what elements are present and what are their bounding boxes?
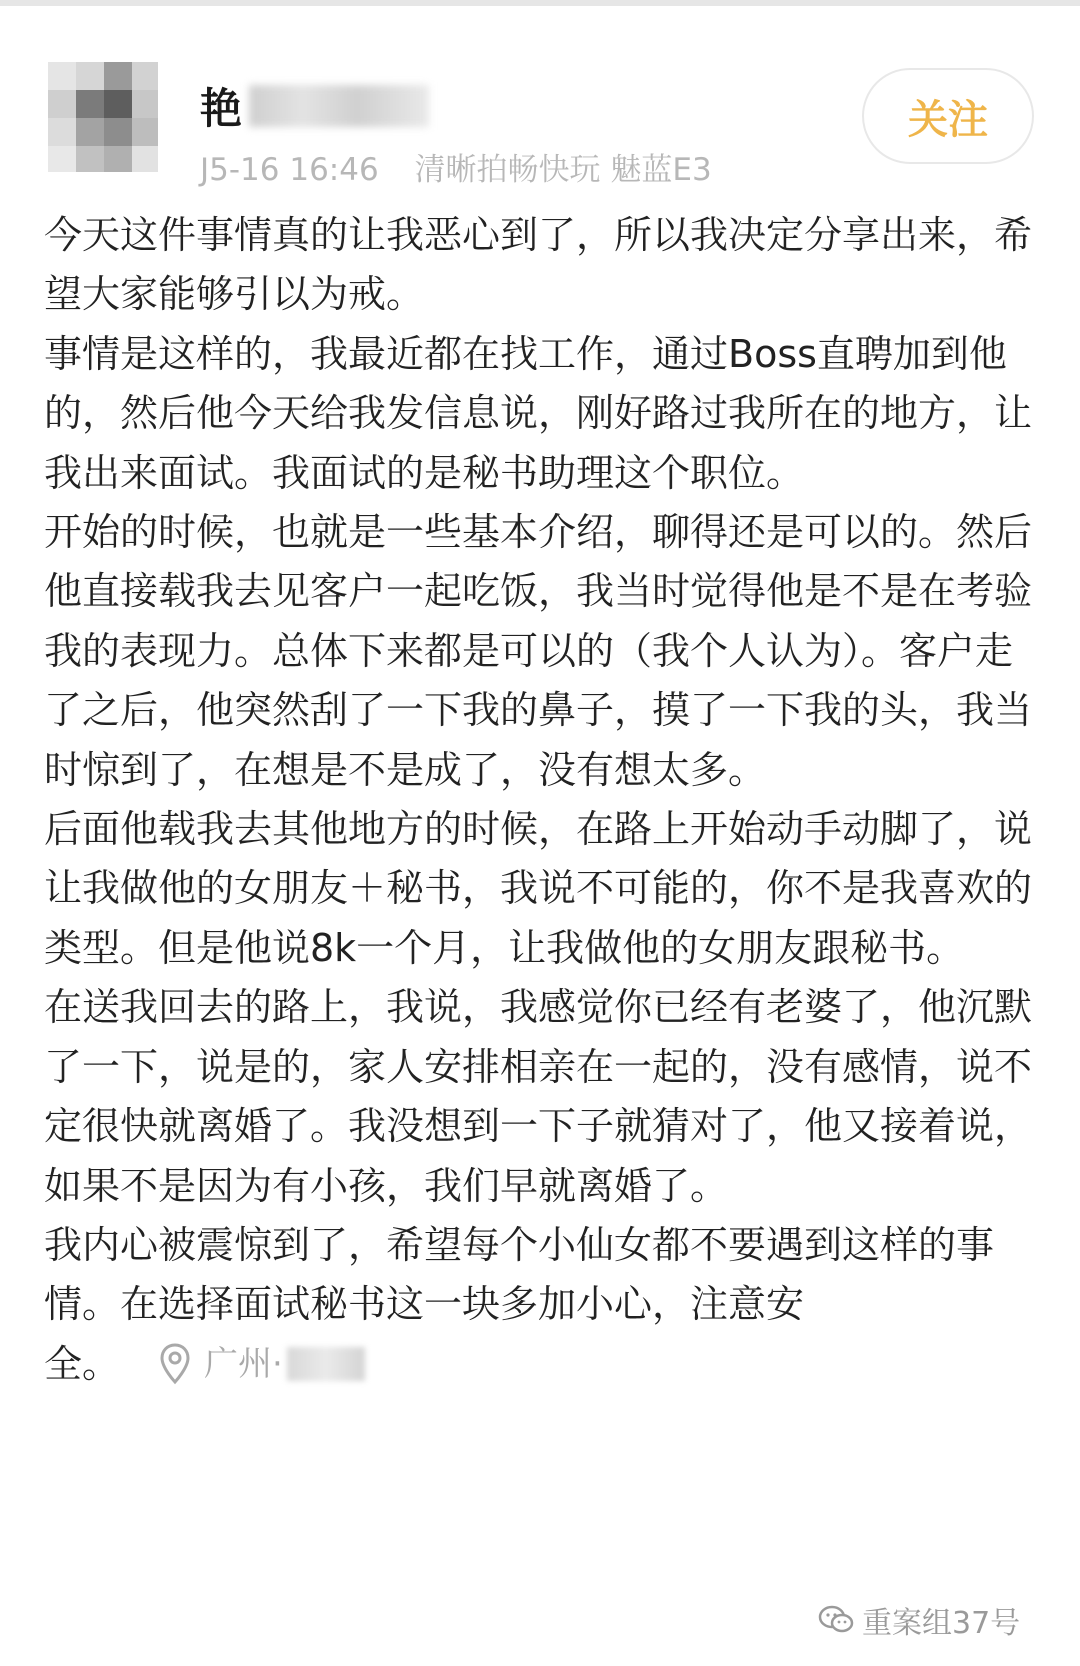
wechat-icon [818,1604,854,1636]
location-pin-icon [158,1342,192,1386]
post-paragraph: 事情是这样的，我最近都在找工作，通过Boss直聘加到他的，然后他今天给我发信息说，刚好路过我所在的地方，让我出来面试。我面试的是秘书助理这个职位。 [44,331,1033,495]
watermark-text: 重案组37号 [862,1606,1021,1641]
post-body [44,206,1034,1394]
username-text: 艳 [200,84,244,133]
watermark [818,1598,1020,1642]
post-last-line [44,1335,1034,1394]
post-paragraph: 在送我回去的路上，我说，我感觉你已经有老婆了，他沉默了一下，说是的，家人安排相亲在一起的，没有感情，说不定很快就离婚了。我没想到一下子就猜对了，他又接着说，如果不是因为有小孩，我们早就离婚了。 [44,985,1033,1208]
post-paragraph: 我内心被震惊到了，希望每个小仙女都不要遇到这样的事情。在选择面试秘书这一块多加小心，注意安 [44,1222,995,1327]
location-text: 广州· [204,1343,283,1384]
top-divider [0,0,1080,6]
username[interactable] [200,76,429,136]
follow-button[interactable]: 关注 [862,68,1034,164]
post-device: 清晰拍畅快玩 魅蓝E3 [414,152,712,188]
avatar[interactable] [48,62,158,172]
username-redaction [249,85,429,127]
post-last-text: 全。 [44,1341,121,1386]
location-tag[interactable] [158,1335,365,1394]
post-paragraph: 今天这件事情真的让我恶心到了，所以我决定分享出来，希望大家能够引以为戒。 [44,213,1033,317]
post-paragraph: 后面他载我去其他地方的时候，在路上开始动手动脚了，说让我做他的女朋友＋秘书，我说不可能的，你不是我喜欢的类型。但是他说8k一个月，让我做他的女朋友跟秘书。 [44,807,1033,970]
location-redaction [287,1347,365,1381]
post-paragraph: 开始的时候，也就是一些基本介绍，聊得还是可以的。然后他直接载我去见客户一起吃饭，我当时觉得他是不是在考验我的表现力。总体下来都是可以的（我个人认为）。客户走了之后，他突然刮了一下我的鼻子，摸了一下我的头，我当时惊到了，在想是不是成了，没有想太多。 [44,510,1033,792]
post-meta [200,144,738,189]
post-timestamp: J5-16 16:46 [200,152,379,188]
